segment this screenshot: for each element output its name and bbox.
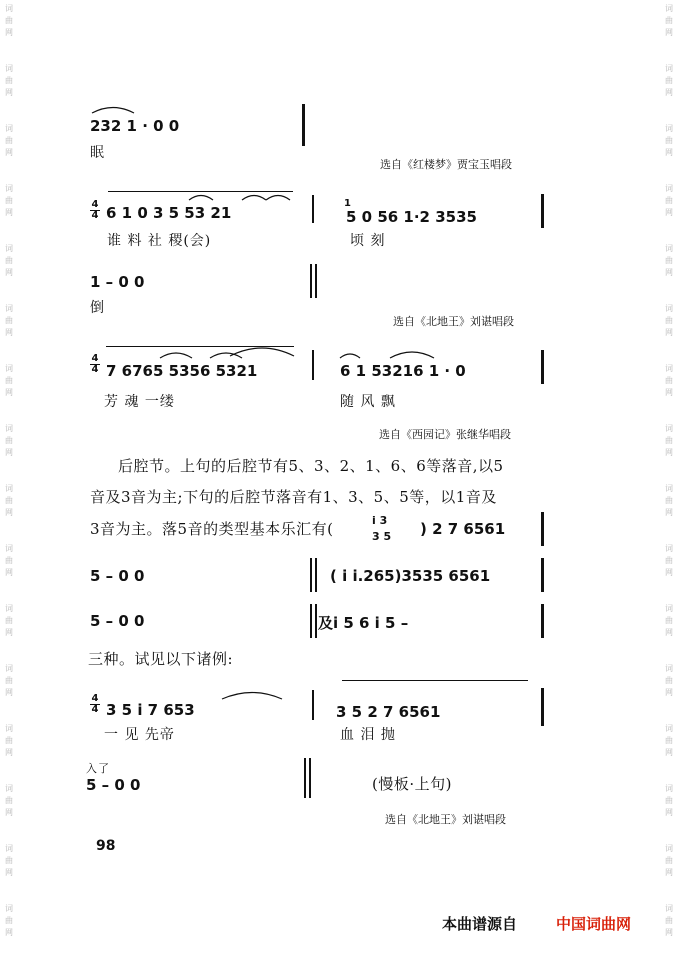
prose-fraction-bottom: 3 5 xyxy=(372,530,392,543)
slur xyxy=(340,354,360,358)
ex2-line2-notes: 1 – 0 0 xyxy=(90,273,145,291)
watermark-char: 词 xyxy=(665,904,673,913)
watermark-char: 词 xyxy=(665,124,673,133)
watermark-char: 网 xyxy=(5,28,13,37)
watermark-char: 曲 xyxy=(665,136,673,145)
watermark-char: 网 xyxy=(5,328,13,337)
ex4-line1-notes-b: ( i i.265)3535 6561 xyxy=(330,567,491,585)
watermark-char: 曲 xyxy=(5,376,13,385)
watermark-char: 词 xyxy=(665,604,673,613)
watermark-char: 网 xyxy=(665,868,673,877)
watermark-char: 曲 xyxy=(5,736,13,745)
ex4-line2-notes-b: 及i 5 6 i 5 – xyxy=(318,614,409,632)
watermark-char: 词 xyxy=(5,304,13,313)
time-bottom: 4 xyxy=(91,704,99,715)
time-top: 4 xyxy=(91,353,99,364)
watermark-char: 词 xyxy=(665,184,673,193)
watermark-char: 网 xyxy=(5,688,13,697)
watermark-char: 词 xyxy=(665,664,673,673)
watermark-char: 网 xyxy=(665,148,673,157)
watermark-char: 网 xyxy=(5,628,13,637)
watermark-char: 曲 xyxy=(665,316,673,325)
watermark-char: 曲 xyxy=(665,616,673,625)
watermark-char: 词 xyxy=(5,364,13,373)
watermark-char: 曲 xyxy=(5,196,13,205)
watermark-char: 网 xyxy=(5,568,13,577)
watermark-char: 曲 xyxy=(665,796,673,805)
ex3-line1-notes-b: 6 1 53216 1 · 0 xyxy=(340,362,466,380)
ex5-line2-lyric-prefix: 入了 xyxy=(86,762,110,775)
watermark-char: 曲 xyxy=(5,256,13,265)
watermark-char: 网 xyxy=(5,88,13,97)
watermark-char: 曲 xyxy=(665,436,673,445)
watermark-char: 网 xyxy=(665,448,673,457)
ex3-line1-notes-a: 7 6765 5356 5321 xyxy=(106,362,258,380)
ex5-line1-lyric-a: 一 见 先帝 xyxy=(104,727,175,743)
watermark-char: 曲 xyxy=(5,316,13,325)
ex3-source: 选自《西园记》张继华唱段 xyxy=(379,428,511,441)
watermark-char: 网 xyxy=(5,748,13,757)
watermark-char: 词 xyxy=(5,724,13,733)
ex5-tempo: (慢板·上句) xyxy=(372,775,452,793)
slur xyxy=(160,353,192,358)
watermark-char: 词 xyxy=(5,784,13,793)
slur xyxy=(210,353,242,358)
watermark-char: 词 xyxy=(5,544,13,553)
time-bottom: 4 xyxy=(91,210,99,221)
ex1-line1-lyric: 眠 xyxy=(90,145,105,161)
watermark-char: 网 xyxy=(665,208,673,217)
watermark-char: 曲 xyxy=(5,76,13,85)
watermark-char: 词 xyxy=(665,304,673,313)
watermark-char: 词 xyxy=(665,424,673,433)
watermark-char: 词 xyxy=(665,484,673,493)
ex3-line1-lyric-b: 随 风 飘 xyxy=(340,394,396,410)
watermark-char: 曲 xyxy=(665,256,673,265)
watermark-char: 词 xyxy=(665,4,673,13)
ex4-line2-notes-a: 5 – 0 0 xyxy=(90,612,145,630)
watermark-char: 网 xyxy=(5,928,13,937)
ex2-line1-notes-b: 5 0 56 1·2 3535 xyxy=(346,208,477,226)
watermark-char: 网 xyxy=(5,448,13,457)
slur xyxy=(92,108,134,114)
watermark-char: 曲 xyxy=(665,76,673,85)
watermark-char: 曲 xyxy=(5,136,13,145)
watermark-char: 词 xyxy=(5,484,13,493)
watermark-char: 曲 xyxy=(5,556,13,565)
watermark-char: 网 xyxy=(5,808,13,817)
watermark-char: 词 xyxy=(665,784,673,793)
ex2-source: 选自《北地王》刘谌唱段 xyxy=(393,315,514,328)
ex3-line1-lyric-a: 芳 魂 一缕 xyxy=(104,394,175,410)
watermark-char: 曲 xyxy=(665,676,673,685)
ex5-line1-notes-a: 3 5 i 7 653 xyxy=(106,701,195,719)
watermark-char: 网 xyxy=(5,148,13,157)
watermark-char: 网 xyxy=(665,568,673,577)
watermark-char: 词 xyxy=(5,244,13,253)
slur xyxy=(222,693,282,700)
watermark-char: 词 xyxy=(665,724,673,733)
watermark-char: 网 xyxy=(5,388,13,397)
watermark-char: 曲 xyxy=(5,616,13,625)
ex2-line1-lyric-a: 谁 料 社 稷(会) xyxy=(107,233,212,249)
watermark-char: 词 xyxy=(5,844,13,853)
watermark-char: 词 xyxy=(665,64,673,73)
ex5-line2-notes: 5 – 0 0 xyxy=(86,776,141,794)
watermark-char: 曲 xyxy=(665,736,673,745)
watermark-char: 网 xyxy=(665,388,673,397)
watermark-char: 曲 xyxy=(665,916,673,925)
watermark-char: 词 xyxy=(5,604,13,613)
watermark-char: 网 xyxy=(665,748,673,757)
footer-site-link[interactable]: 中国词曲网 xyxy=(556,915,632,933)
slur xyxy=(242,196,266,201)
watermark-char: 曲 xyxy=(5,496,13,505)
watermark-char: 网 xyxy=(665,88,673,97)
watermark-char: 曲 xyxy=(665,556,673,565)
watermark-char: 词 xyxy=(5,424,13,433)
ex5-line1-lyric-b: 血 泪 抛 xyxy=(340,727,396,743)
watermark-char: 词 xyxy=(5,124,13,133)
watermark-char: 词 xyxy=(5,4,13,13)
watermark-char: 曲 xyxy=(5,436,13,445)
prose-line-4: 三种。试见以下诸例: xyxy=(88,650,234,668)
watermark-char: 词 xyxy=(665,544,673,553)
prose-line-1: 后腔节。上句的后腔节有5、3、2、1、6、6等落音,以5 xyxy=(118,457,504,475)
watermark-char: 词 xyxy=(665,244,673,253)
prose-fraction-top: i 3 xyxy=(372,514,388,527)
watermark-char: 词 xyxy=(5,904,13,913)
watermark-char: 曲 xyxy=(5,796,13,805)
prose-line-2: 音及3音为主;下句的后腔节落音有1、3、5、5等，以1音及 xyxy=(90,488,497,506)
ex5-line1-notes-b: 3 5 2 7 6561 xyxy=(336,703,441,721)
watermark-char: 网 xyxy=(5,268,13,277)
prose-line-3b: ) 2 7 6561 xyxy=(420,520,506,538)
ex1-line1-notes: 232 1 · 0 0 xyxy=(90,117,180,135)
watermark-char: 网 xyxy=(665,508,673,517)
watermark-char: 曲 xyxy=(665,856,673,865)
watermark-char: 网 xyxy=(665,328,673,337)
ex1-source: 选自《红楼梦》贾宝玉唱段 xyxy=(380,158,512,171)
ex2-line2-lyric: 倒 xyxy=(90,300,105,316)
slur xyxy=(189,196,213,201)
watermark-char: 曲 xyxy=(665,496,673,505)
footer-source-label: 本曲谱源自 xyxy=(442,915,518,933)
watermark-char: 网 xyxy=(5,208,13,217)
ex2-fermata-number: 1 xyxy=(344,198,351,209)
watermark-char: 词 xyxy=(5,664,13,673)
watermark-char: 网 xyxy=(665,28,673,37)
ex2-line1-lyric-b: 顷 刻 xyxy=(350,233,386,249)
watermark-char: 网 xyxy=(665,628,673,637)
watermark-char: 网 xyxy=(665,268,673,277)
watermark-char: 网 xyxy=(5,868,13,877)
watermark-char: 曲 xyxy=(5,916,13,925)
watermark-char: 网 xyxy=(5,508,13,517)
slur xyxy=(230,348,294,356)
time-bottom: 4 xyxy=(91,364,99,375)
watermark-char: 曲 xyxy=(5,676,13,685)
time-top: 4 xyxy=(91,693,99,704)
watermark-char: 曲 xyxy=(5,16,13,25)
watermark-char: 网 xyxy=(665,808,673,817)
slur xyxy=(390,352,434,358)
watermark-char: 词 xyxy=(665,844,673,853)
ex2-line1-notes-a: 6 1 0 3 5 53 21 xyxy=(106,204,232,222)
slur xyxy=(266,196,290,201)
time-top: 4 xyxy=(91,199,99,210)
watermark-char: 网 xyxy=(665,928,673,937)
ex5-source: 选自《北地王》刘谌唱段 xyxy=(385,813,506,826)
watermark-char: 词 xyxy=(5,184,13,193)
ex4-line1-notes-a: 5 – 0 0 xyxy=(90,567,145,585)
watermark-char: 词 xyxy=(5,64,13,73)
watermark-char: 曲 xyxy=(665,196,673,205)
page-number: 98 xyxy=(96,838,116,854)
watermark-char: 网 xyxy=(665,688,673,697)
watermark-char: 曲 xyxy=(665,16,673,25)
prose-line-3a: 3音为主。落5音的类型基本乐汇有( xyxy=(90,520,334,538)
watermark-char: 词 xyxy=(665,364,673,373)
watermark-char: 曲 xyxy=(5,856,13,865)
watermark-char: 曲 xyxy=(665,376,673,385)
